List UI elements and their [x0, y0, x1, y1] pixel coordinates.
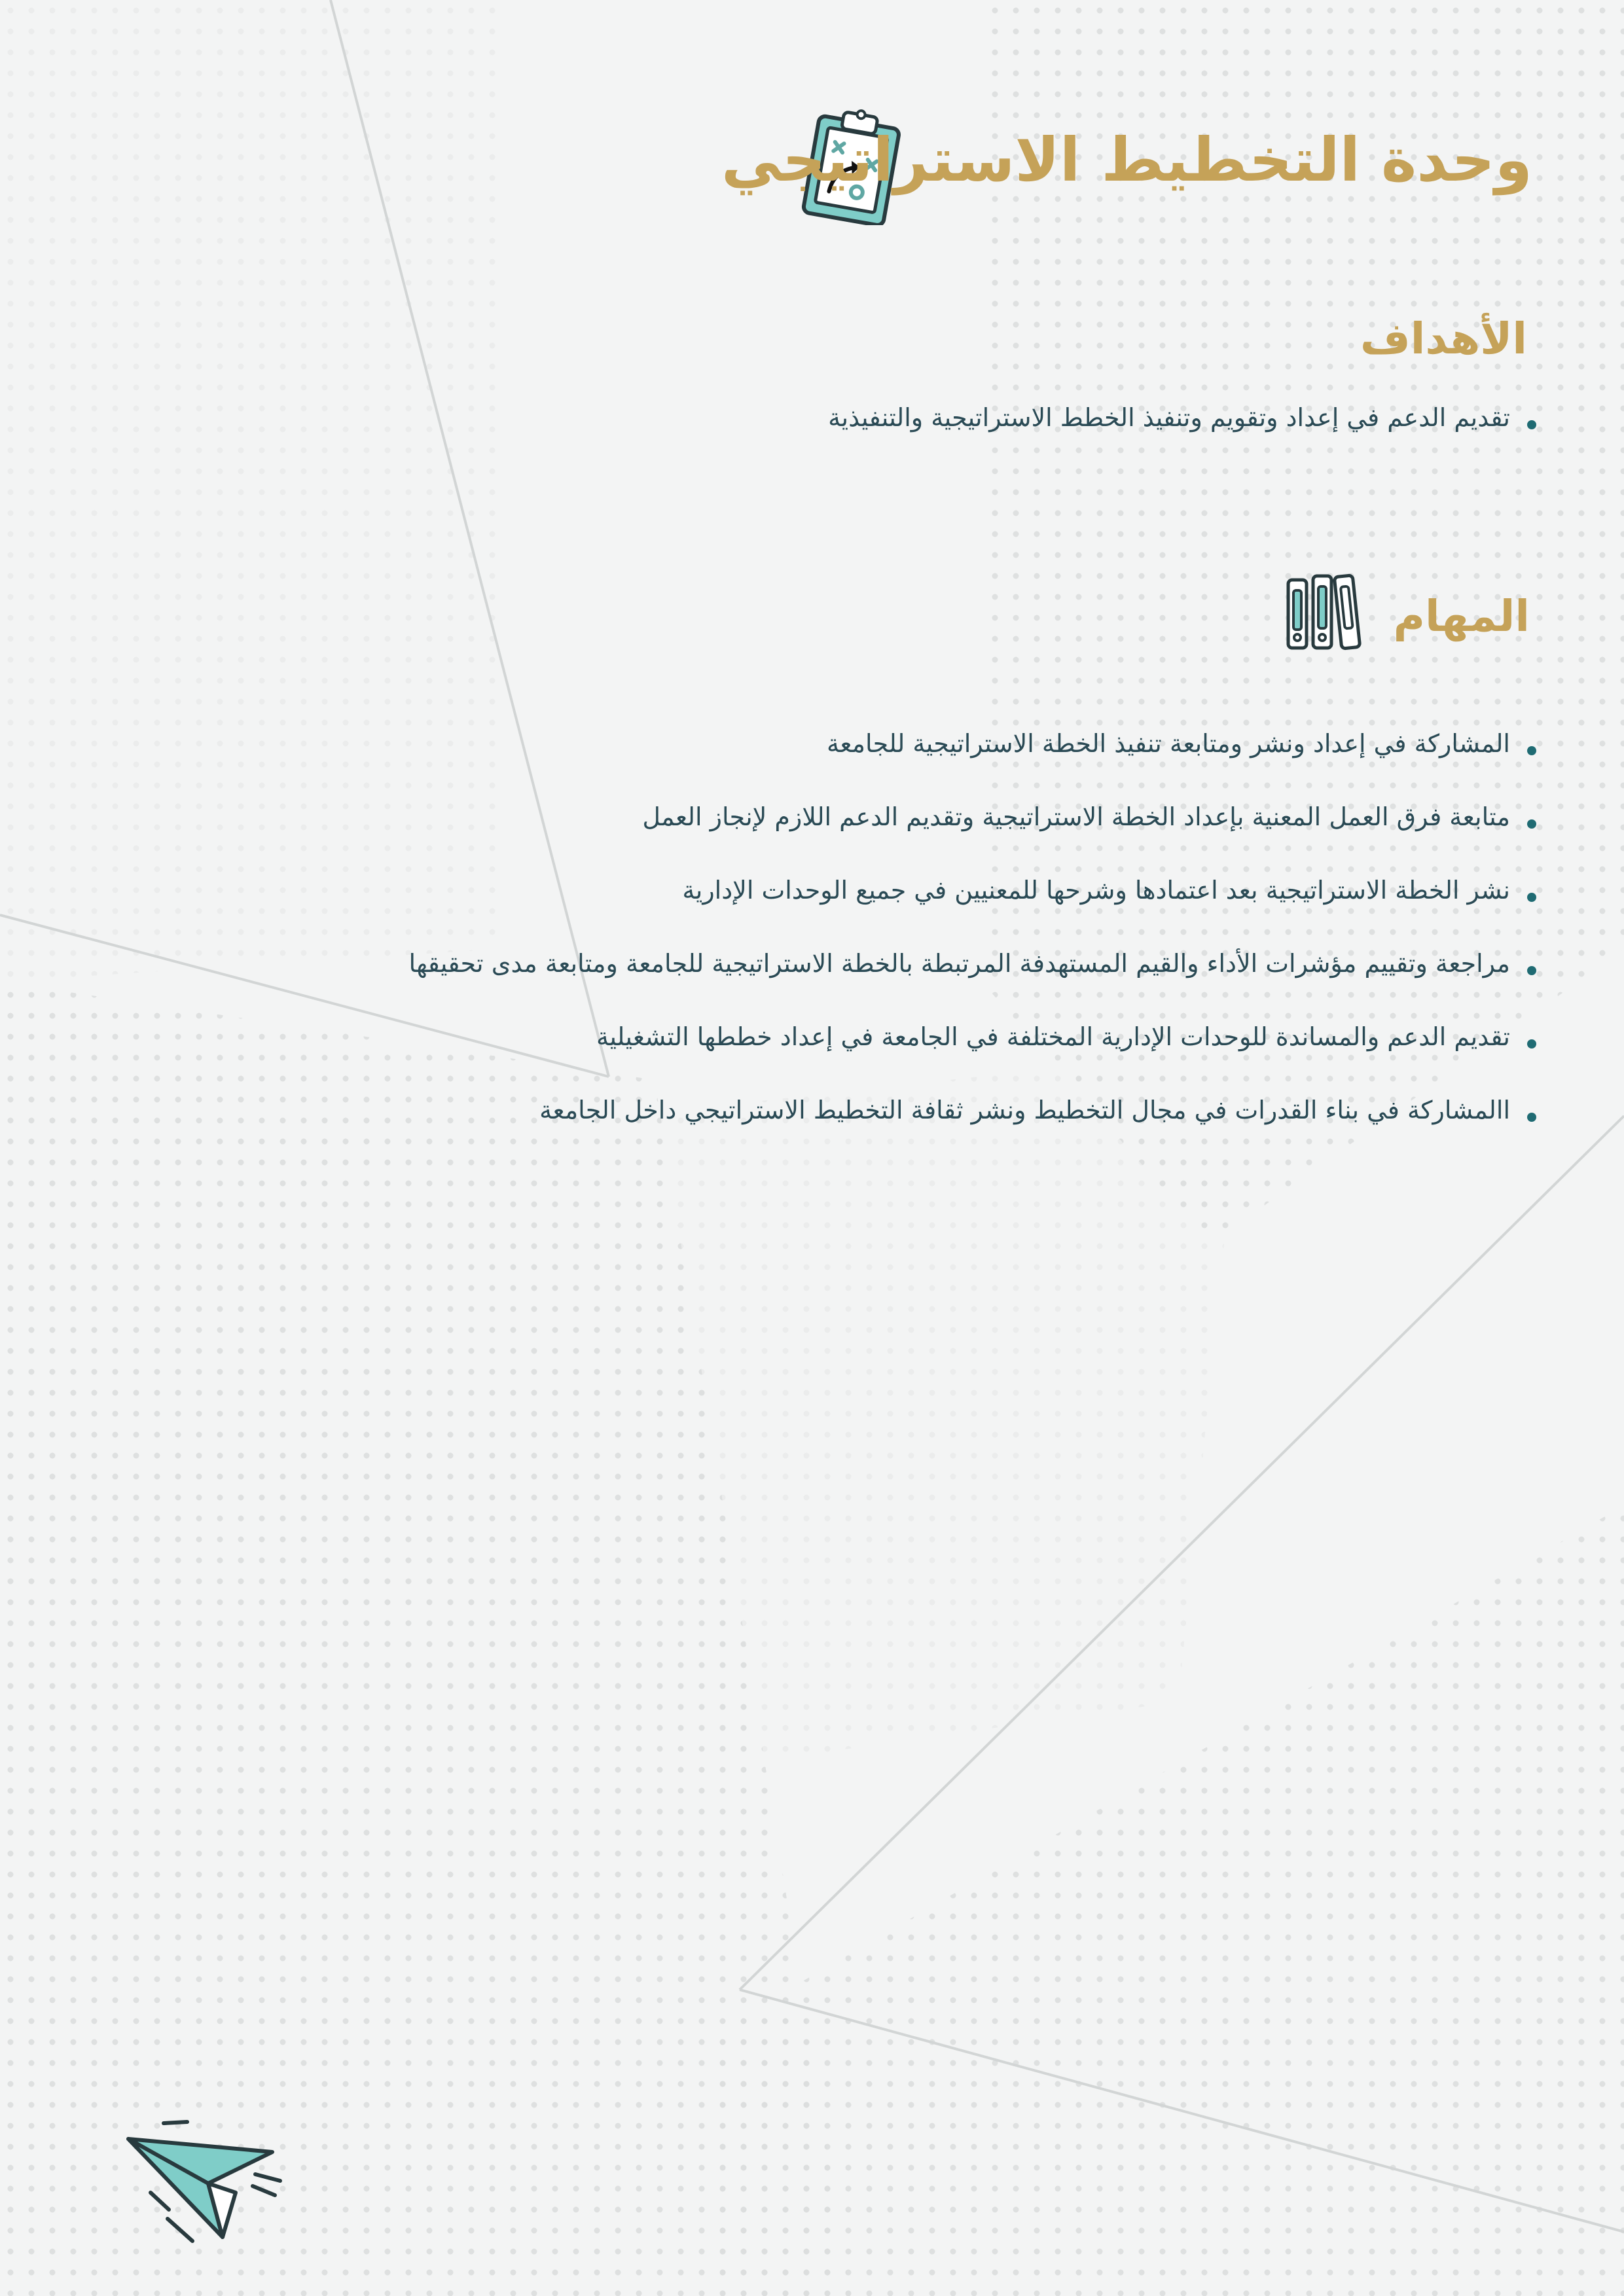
task-item: تقديم الدعم والمساندة للوحدات الإدارية المختلفة في الجامعة في إعداد خططها التشغيلية [409, 1021, 1539, 1094]
task-item: نشر الخطة الاستراتيجية بعد اعتمادها وشرحها للمعنيين في جميع الوحدات الإدارية [409, 874, 1539, 948]
goals-heading: الأهداف [1360, 314, 1527, 364]
paper-plane-icon [124, 2114, 295, 2245]
tasks-list [409, 728, 1539, 1168]
goal-item: تقديم الدعم في إعداد وتقويم وتنفيذ الخطط الاستراتيجية والتنفيذية [828, 402, 1539, 475]
page-title: وحدة التخطيط الاستراتيجي [721, 125, 1532, 195]
task-item: متابعة فرق العمل المعنية بإعداد الخطة الاستراتيجية وتقديم الدعم اللازم لإنجاز العمل [409, 801, 1539, 874]
task-item: مراجعة وتقييم مؤشرات الأداء والقيم المستهدفة المرتبطة بالخطة الاستراتيجية للجامعة ومتابعة مدى تحقيقها [409, 948, 1539, 1021]
goals-list [828, 402, 1539, 475]
task-item: االمشاركة في بناء القدرات في مجال التخطيط ونشر ثقافة التخطيط الاستراتيجي داخل الجامعة [409, 1094, 1539, 1168]
task-item: المشاركة في إعداد ونشر ومتابعة تنفيذ الخطة الاستراتيجية للجامعة [409, 728, 1539, 801]
tasks-heading: المهام [1393, 591, 1530, 641]
binders-icon [1283, 571, 1365, 653]
